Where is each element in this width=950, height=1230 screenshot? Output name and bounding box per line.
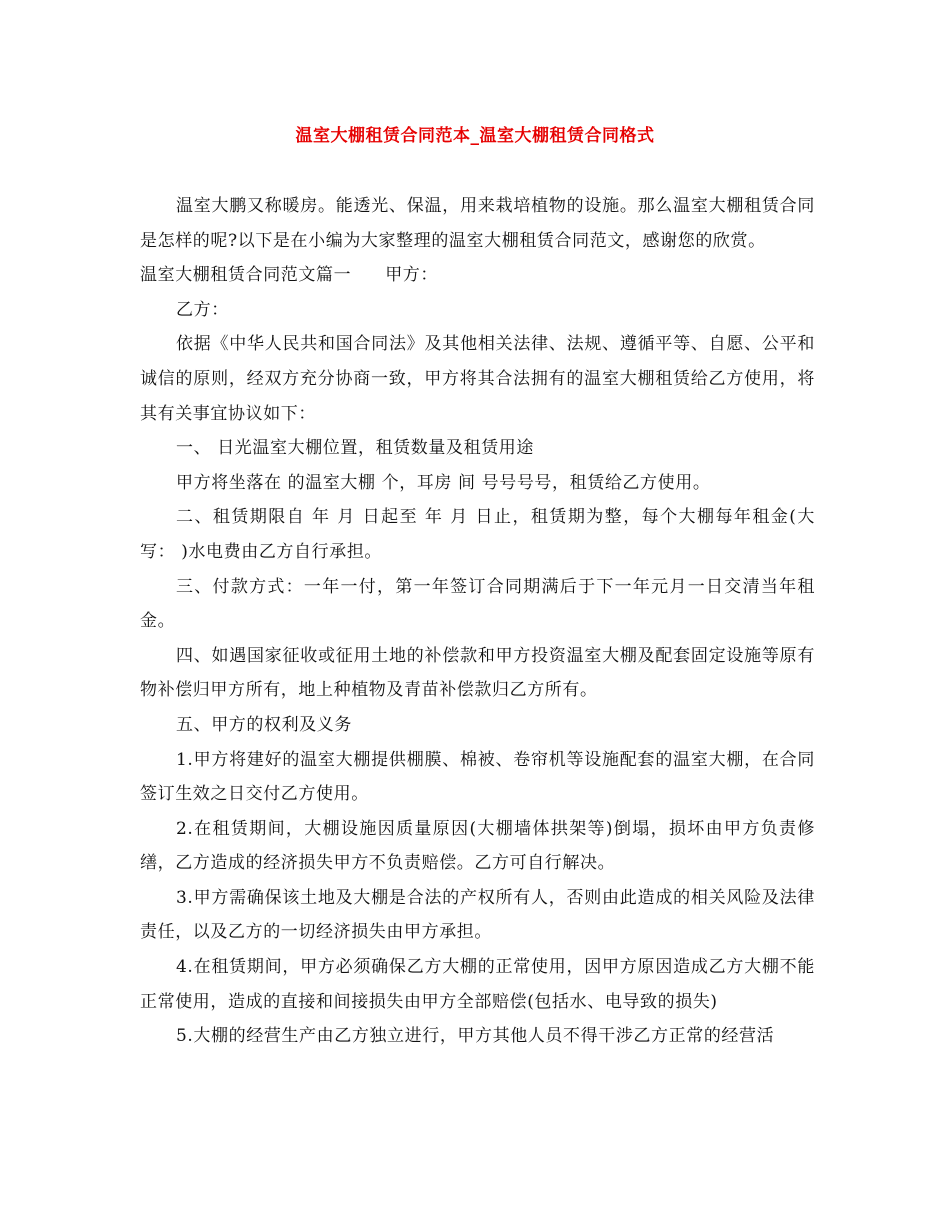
item-4: 4.在租赁期间，甲方必须确保乙方大棚的正常使用，因甲方原因造成乙方大棚不能正常使用，造成的直接和间接损失由甲方全部赔偿(包括水、电导致的损失) xyxy=(140,957,815,1012)
clause-1-text: 甲方将坐落在 的温室大棚 个，耳房 间 号号号号，租赁给乙方使用。 xyxy=(176,472,711,493)
item-2: 2.在租赁期间，大棚设施因质量原因(大棚墙体拱架等)倒塌，损坏由甲方负责修缮，乙方造成的经济损失甲方不负责赔偿。乙方可自行解决。 xyxy=(140,818,815,874)
item-3: 3.甲方需确保该土地及大棚是合法的产权所有人，否则由此造成的相关风险及法律责任，以及乙方的一切经济损失由甲方承担。 xyxy=(140,887,815,943)
section-heading-line xyxy=(140,258,815,293)
document-body xyxy=(140,189,815,1054)
clause-4: 四、如遇国家征收或征用土地的补偿款和甲方投资温室大棚及配套固定设施等原有物补偿归甲方所有，地上种植物及青苗补偿款归乙方所有。 xyxy=(140,645,815,701)
item-5: 5.大棚的经营生产由乙方独立进行，甲方其他人员不得干涉乙方正常的经营活 xyxy=(176,1026,775,1047)
clause-2: 二、租赁期限自 年 月 日起至 年 月 日止，租赁期为整，每个大棚每年租金(大写： )水电费由乙方自行承担。 xyxy=(140,507,815,562)
clause-1-heading: 一、 日光温室大棚位置，租赁数量及租赁用途 xyxy=(176,438,535,459)
item-1: 1.甲方将建好的温室大棚提供棚膜、棉被、卷帘机等设施配套的温室大棚，在合同签订生效之日交付乙方使用。 xyxy=(140,749,815,805)
preamble-paragraph: 依据《中华人民共和国合同法》及其他相关法律、法规、遵循平等、自愿、公平和诚信的原则，经双方充分协商一致，甲方将其合法拥有的温室大棚租赁给乙方使用，将其有关事宜协议如下： xyxy=(140,334,815,424)
section-heading: 温室大棚租赁合同范文篇一 xyxy=(140,265,352,286)
clause-5-heading: 五、甲方的权利及义务 xyxy=(176,714,352,735)
party-a-label: 甲方： xyxy=(385,265,439,286)
party-b-label: 乙方： xyxy=(176,299,229,320)
document-title: 温室大棚租赁合同范本_温室大棚租赁合同格式 xyxy=(295,126,655,146)
clause-3: 三、付款方式：一年一付，第一年签订合同期满后于下一年元月一日交清当年租金。 xyxy=(140,576,815,632)
intro-paragraph: 温室大鹏又称暖房。能透光、保温，用来栽培植物的设施。那么温室大棚租赁合同是怎样的呢?以下是在小编为大家整理的温室大棚租赁合同范文，感谢您的欣赏。 xyxy=(140,196,815,251)
